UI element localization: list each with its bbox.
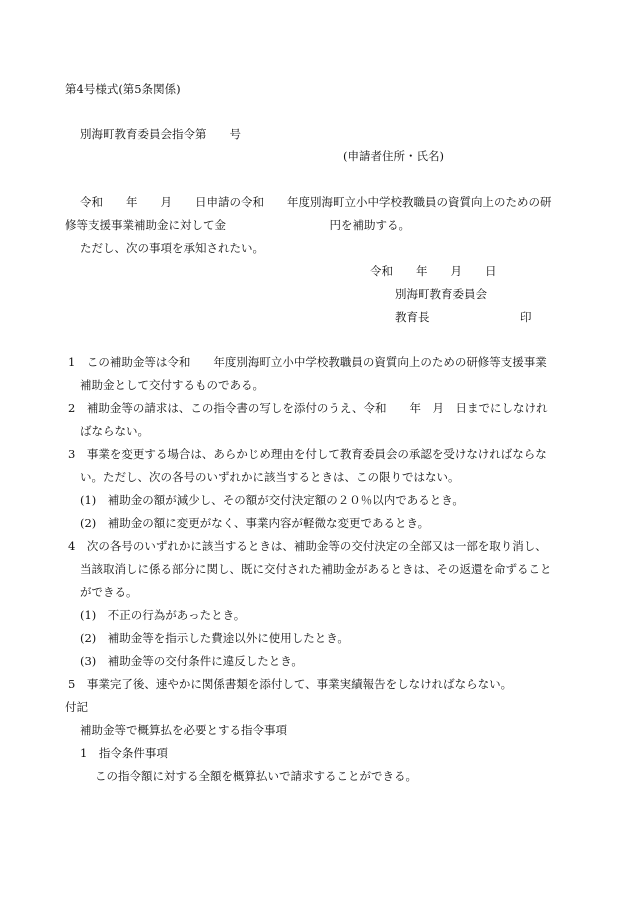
- condition-5: 5 事業完了後、速やかに関係書類を添付して、事業実績報告をしなければならない。: [68, 677, 513, 691]
- condition-4-subitem-3: (3) 補助金等の交付条件に違反したとき。: [80, 654, 303, 668]
- appendix-item-text: この指令額に対する全額を概算払いで請求することができる。: [95, 769, 417, 783]
- condition-1-line1: 1 この補助金等は令和 年度別海町立小中学校教職員の資質向上のための研修等支援事業: [68, 355, 547, 369]
- condition-3-line1: 3 事業を変更する場合は、あらかじめ理由を付して教育委員会の承認を受けなければならな: [68, 447, 547, 461]
- issue-date: 令和 年 月 日: [370, 264, 497, 278]
- appendix-heading: 付記: [65, 700, 88, 714]
- grant-text-line1: 令和 年 月 日申請の令和 年度別海町立小中学校教職員の資質向上のための研: [80, 195, 552, 209]
- appendix-subheading: 補助金等で概算払を必要とする指令事項: [80, 723, 287, 737]
- form-label: 第4号様式(第5条関係): [65, 82, 181, 96]
- appendix-item-title: 1 指令条件事項: [80, 746, 168, 760]
- condition-3-subitem-2: (2) 補助金の額に変更がなく、事業内容が軽微な変更であるとき。: [80, 516, 430, 530]
- condition-1-line2: 補助金として交付するものである。: [80, 378, 264, 392]
- issuer-title: 教育長: [395, 310, 430, 324]
- order-number: 別海町教育委員会指令第 号: [80, 127, 241, 141]
- condition-4-subitem-2: (2) 補助金等を指示した費途以外に使用したとき。: [80, 631, 349, 645]
- seal-mark: 印: [520, 310, 532, 324]
- condition-4-line1: 4 次の各号のいずれかに該当するときは、補助金等の交付決定の全部又は一部を取り消し、: [68, 539, 547, 553]
- condition-3-subitem-1: (1) 補助金の額が減少し、その額が交付決定額の２０％以内であるとき。: [80, 493, 464, 507]
- applicant-label: (申請者住所・氏名): [343, 149, 444, 163]
- condition-2-line1: 2 補助金等の請求は、この指令書の写しを添付のうえ、令和 年 月 日までにしなけれ: [68, 401, 548, 415]
- grant-text-line2: 修等支援事業補助金に対して金 円を補助する。: [65, 218, 410, 232]
- condition-2-line2: ばならない。: [80, 424, 149, 438]
- issuer-organization: 別海町教育委員会: [395, 287, 487, 301]
- condition-4-line3: ができる。: [80, 585, 138, 599]
- condition-4-line2: 当該取消しに係る部分に関し、既に交付された補助金があるときは、その返還を命ずること: [80, 562, 552, 576]
- proviso-text: ただし、次の事項を承知されたい。: [80, 241, 264, 255]
- condition-4-subitem-1: (1) 不正の行為があったとき。: [80, 608, 246, 622]
- condition-3-line2: い。ただし、次の各号のいずれかに該当するときは、この限りではない。: [80, 470, 460, 484]
